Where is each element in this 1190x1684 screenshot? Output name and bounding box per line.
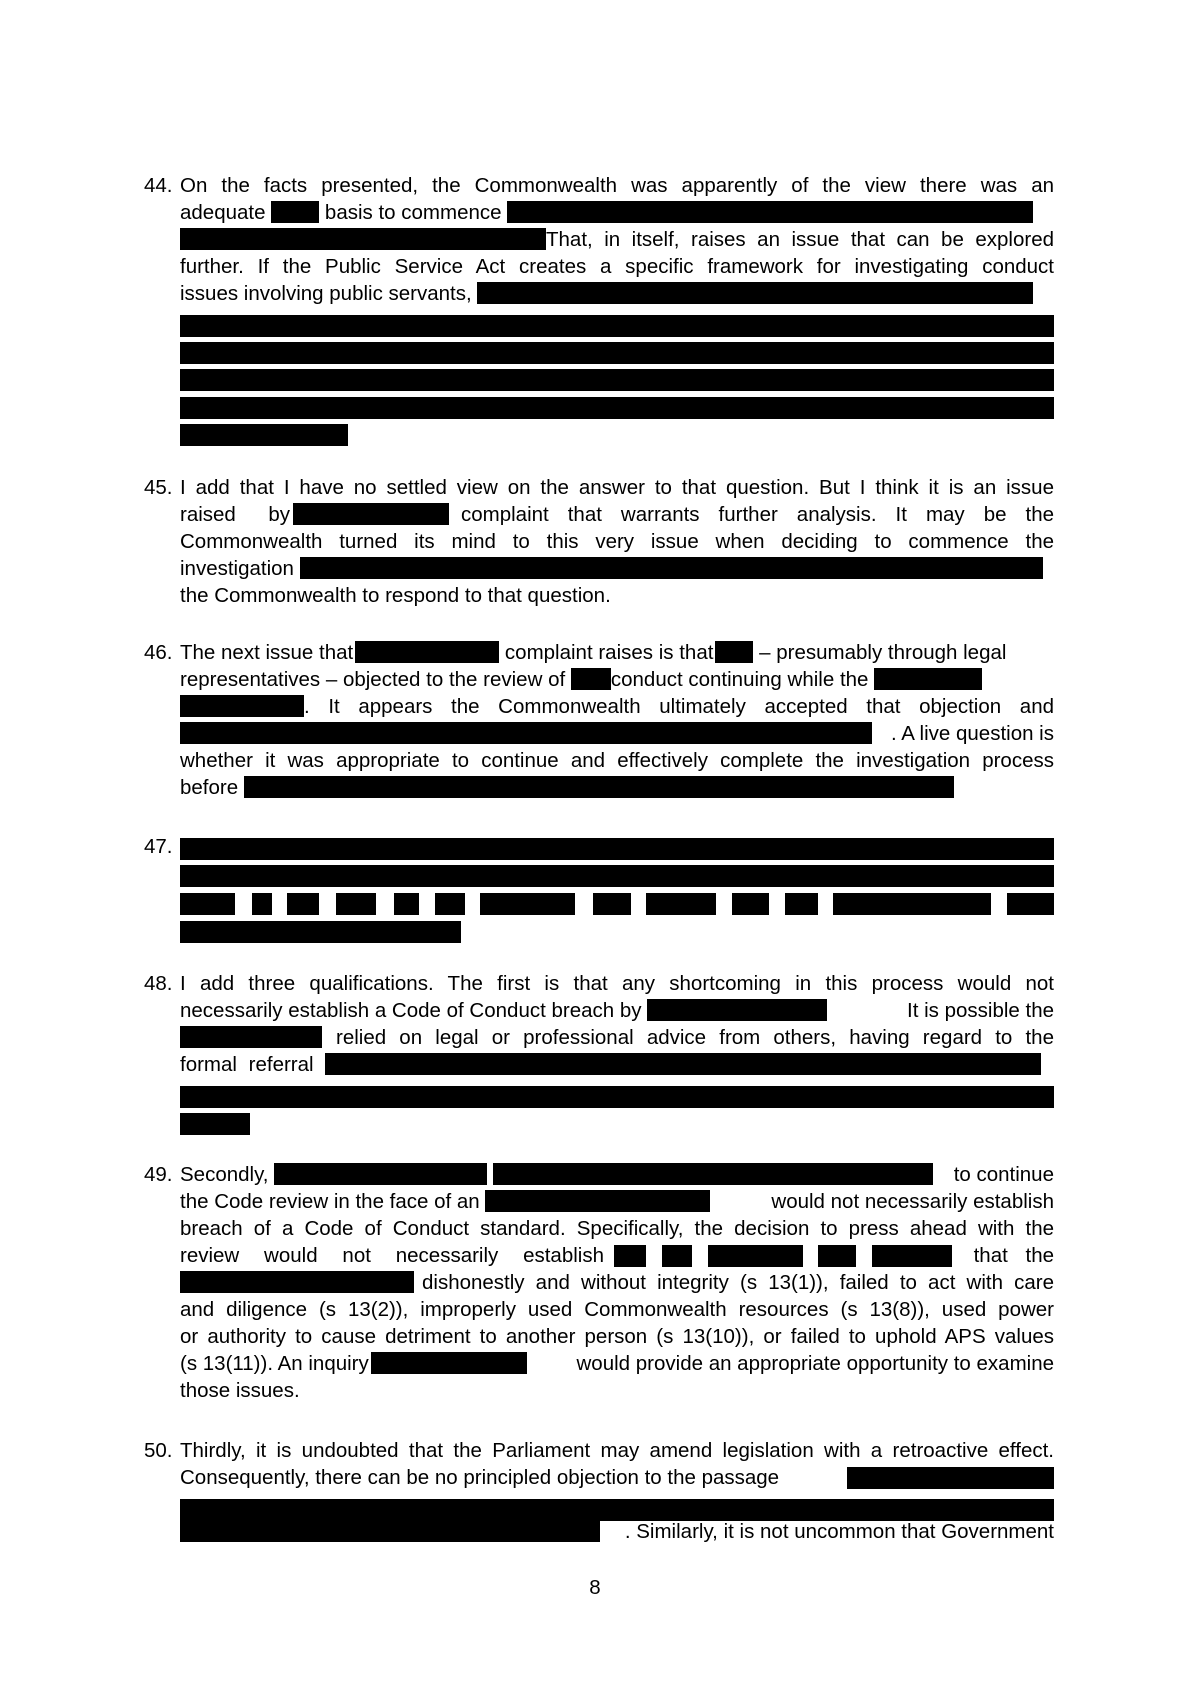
redaction-block: [180, 342, 1054, 364]
text-line: further. If the Public Service Act creates a specific framework for investigating conduct: [180, 255, 1054, 278]
text-segment: complaint that warrants further analysis. It may be the: [461, 503, 1054, 526]
redaction-block: [715, 641, 753, 663]
redaction-block: [480, 893, 575, 915]
text-line: [180, 1350, 1054, 1377]
text-line: I add that I have no settled view on the answer to that question. But I think it is an issue: [180, 476, 1054, 499]
redaction-block: [485, 1190, 710, 1212]
text-line: [180, 555, 1054, 582]
text-segment: adequate: [180, 201, 266, 224]
redaction-block: [180, 921, 461, 943]
redaction-block: [571, 668, 611, 690]
redaction-block: [180, 1520, 600, 1542]
text-line: [180, 501, 1054, 528]
redaction-block: [180, 1113, 250, 1135]
text-segment: It is possible the: [907, 999, 1054, 1022]
text-line: [180, 693, 1054, 720]
text-line: Thirdly, it is undoubted that the Parliament may amend legislation with a retroactive effect.: [180, 1439, 1054, 1462]
text-segment: to continue: [953, 1163, 1054, 1186]
text-line: On the facts presented, the Commonwealth was apparently of the view there was an: [180, 174, 1054, 197]
redaction-block: [646, 893, 716, 915]
paragraph-number: 49.: [144, 1163, 173, 1186]
redaction-block: [180, 1271, 414, 1293]
text-segment: the Code review in the face of an: [180, 1190, 480, 1213]
text-line: [180, 1518, 1054, 1545]
text-line: breach of a Code of Conduct standard. Specifically, the decision to press ahead with the: [180, 1217, 1054, 1240]
text-segment: that the: [973, 1244, 1054, 1267]
redaction-block: [872, 1245, 952, 1267]
text-line: [180, 280, 1054, 307]
text-segment: issues involving public servants,: [180, 282, 472, 305]
paragraph-number: 45.: [144, 476, 173, 499]
text-line: those issues.: [180, 1379, 300, 1402]
redaction-block: [180, 424, 348, 446]
text-line: [180, 1188, 1054, 1215]
redaction-block: [732, 893, 769, 915]
text-segment: would not necessarily establish: [771, 1190, 1054, 1213]
text-line: or authority to cause detriment to another person (s 13(10)), or failed to uphold APS values: [180, 1325, 1054, 1348]
text-line: [180, 226, 1054, 253]
text-segment: That, in itself, raises an issue that can be explored: [546, 228, 1054, 251]
redaction-block: [435, 893, 465, 915]
text-segment: – presumably through legal: [759, 641, 1007, 664]
redaction-block: [180, 865, 1054, 887]
text-line: [180, 1269, 1054, 1296]
redaction-block: [493, 1163, 933, 1185]
text-segment: raised by: [180, 503, 290, 526]
redaction-block: [180, 397, 1054, 419]
text-line: [180, 774, 1054, 801]
paragraph-number: 47.: [144, 835, 173, 858]
redaction-block: [180, 838, 1054, 860]
text-line: [180, 199, 1054, 226]
text-segment: before: [180, 776, 239, 799]
text-segment: necessarily establish a Code of Conduct breach by: [180, 999, 642, 1022]
redaction-block: [708, 1245, 803, 1267]
redaction-block: [300, 557, 1043, 579]
text-line: [180, 1051, 1054, 1078]
redaction-block: [180, 722, 872, 744]
text-segment: formal referral: [180, 1053, 314, 1076]
paragraph-number: 44.: [144, 174, 173, 197]
page-number: 8: [589, 1576, 601, 1599]
redaction-block: [180, 893, 235, 915]
text-line: [180, 1464, 1054, 1491]
text-line: and diligence (s 13(2)), improperly used Commonwealth resources (s 13(8)), used power: [180, 1298, 1054, 1321]
redaction-block: [180, 369, 1054, 391]
text-line: the Commonwealth to respond to that question.: [180, 584, 611, 607]
redaction-block: [252, 893, 272, 915]
text-segment: . It appears the Commonwealth ultimately accepted that objection and: [304, 695, 1054, 718]
redaction-block: [833, 893, 991, 915]
redaction-block: [355, 641, 499, 663]
text-segment: relied on legal or professional advice from others, having regard to the: [336, 1026, 1054, 1049]
text-segment: The next issue that: [180, 641, 354, 664]
text-segment: basis to commence: [324, 201, 502, 224]
redaction-block: [394, 893, 419, 915]
text-line: [180, 666, 1054, 693]
redaction-block: [662, 1245, 692, 1267]
paragraph-number: 48.: [144, 972, 173, 995]
text-line: whether it was appropriate to continue and effectively complete the investigation process: [180, 749, 1054, 772]
text-segment: Consequently, there can be no principled objection to the passage: [180, 1466, 780, 1489]
text-segment: representatives – objected to the review of: [180, 668, 566, 691]
text-line: [180, 639, 1054, 666]
redaction-block: [287, 893, 319, 915]
redaction-block: [614, 1245, 646, 1267]
text-line: [180, 1024, 1054, 1051]
text-segment: . A live question is: [891, 722, 1054, 745]
redaction-block: [818, 1245, 856, 1267]
redaction-block: [180, 1026, 322, 1048]
redaction-block: [847, 1467, 1054, 1489]
redaction-block: [477, 282, 1033, 304]
redaction-block: [274, 1163, 487, 1185]
text-line: [180, 997, 1054, 1024]
text-segment: review would not necessarily establish: [180, 1244, 604, 1267]
redaction-block: [244, 776, 954, 798]
text-line: [180, 1161, 1054, 1188]
text-line: [180, 720, 1054, 747]
text-segment: investigation: [180, 557, 294, 580]
text-segment: dishonestly and without integrity (s 13(1)), failed to act with care: [422, 1271, 1054, 1294]
redaction-block: [180, 1086, 1054, 1108]
text-line: I add three qualifications. The first is that any shortcoming in this process would not: [180, 972, 1054, 995]
redaction-block: [271, 201, 319, 223]
redaction-block: [1007, 893, 1054, 915]
redaction-block: [647, 999, 827, 1021]
text-segment: (s 13(11)). An inquiry: [180, 1352, 369, 1375]
redaction-block: [325, 1053, 1041, 1075]
text-segment: complaint raises is that: [504, 641, 714, 664]
redaction-block: [180, 315, 1054, 337]
redaction-block: [293, 503, 449, 525]
redaction-group: [614, 1242, 954, 1269]
text-line: Commonwealth turned its mind to this very issue when deciding to commence the: [180, 530, 1054, 553]
paragraph-number: 46.: [144, 641, 173, 664]
redaction-block: [593, 893, 631, 915]
text-segment: Secondly,: [180, 1163, 269, 1186]
text-segment: would provide an appropriate opportunity to examine: [576, 1352, 1054, 1375]
redaction-block: [507, 201, 1033, 223]
redaction-block: [180, 228, 546, 250]
text-line: [180, 1242, 1054, 1269]
redaction-block: [180, 695, 304, 717]
text-segment: conduct continuing while the: [610, 668, 869, 691]
redaction-block: [785, 893, 818, 915]
redaction-block: [336, 893, 376, 915]
redaction-line: [180, 893, 1054, 915]
text-segment: . Similarly, it is not uncommon that Government: [624, 1520, 1054, 1543]
paragraph-number: 50.: [144, 1439, 173, 1462]
redaction-block: [371, 1352, 527, 1374]
redaction-block: [874, 668, 982, 690]
